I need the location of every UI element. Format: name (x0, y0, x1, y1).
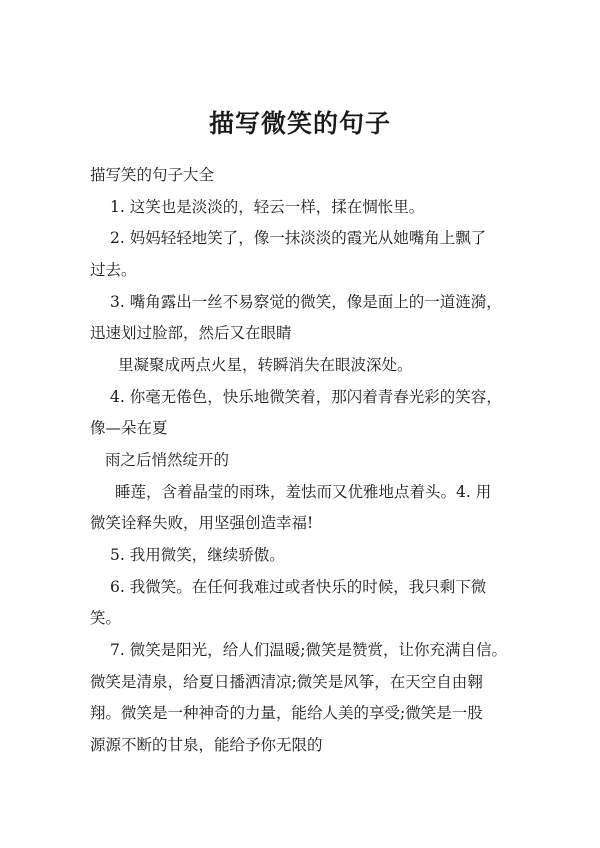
paragraph-line: 微笑是清泉，给夏日播洒清凉;微笑是风筝，在天空自由翱 (90, 673, 483, 691)
paragraph-line: 1. 这笑也是淡淡的，轻云一样，揉在惆怅里。 (110, 198, 425, 216)
paragraph-line: 里凝聚成两点火星，转瞬消失在眼波深处。 (118, 356, 413, 374)
paragraph-line: 3. 嘴角露出一丝不易察觉的微笑，像是面上的一道涟漪， (110, 293, 502, 311)
paragraph-line: 6. 我微笑。在任何我难过或者快乐的时候，我只剩下微 (110, 578, 487, 596)
paragraph-line: 笑。 (90, 609, 122, 627)
section-heading: 描写笑的句子大全 (90, 166, 215, 184)
paragraph-line: 像—朵在夏 (90, 419, 168, 437)
paragraph-line: 2. 妈妈轻轻地笑了，像一抹淡淡的霞光从她嘴角上飘了 (110, 229, 487, 247)
paragraph-line: 雨之后悄然绽开的 (105, 451, 230, 469)
paragraph-line: 5. 我用微笑，继续骄傲。 (110, 546, 285, 564)
paragraph-line: 7. 微笑是阳光，给人们温暖;微笑是赞赏，让你充满自信。 (110, 641, 507, 659)
document-title: 描写微笑的句子 (208, 109, 391, 138)
paragraph-line: 4. 你毫无倦色，快乐地微笑着，那闪着青春光彩的笑容， (110, 388, 502, 406)
paragraph-line: 翔。微笑是一种神奇的力量，能给人美的享受;微笑是一股 (90, 704, 483, 722)
paragraph-line: 睡莲，含着晶莹的雨珠，羞怯而又优雅地点着头。4. 用 (115, 483, 492, 501)
paragraph-line: 过去。 (90, 261, 137, 279)
paragraph-line: 迅速划过脸部，然后又在眼睛 (90, 324, 292, 342)
paragraph-line: 源源不断的甘泉，能给予你无限的 (90, 736, 323, 754)
paragraph-line: 微笑诠释失败，用坚强创造幸福! (90, 514, 314, 532)
